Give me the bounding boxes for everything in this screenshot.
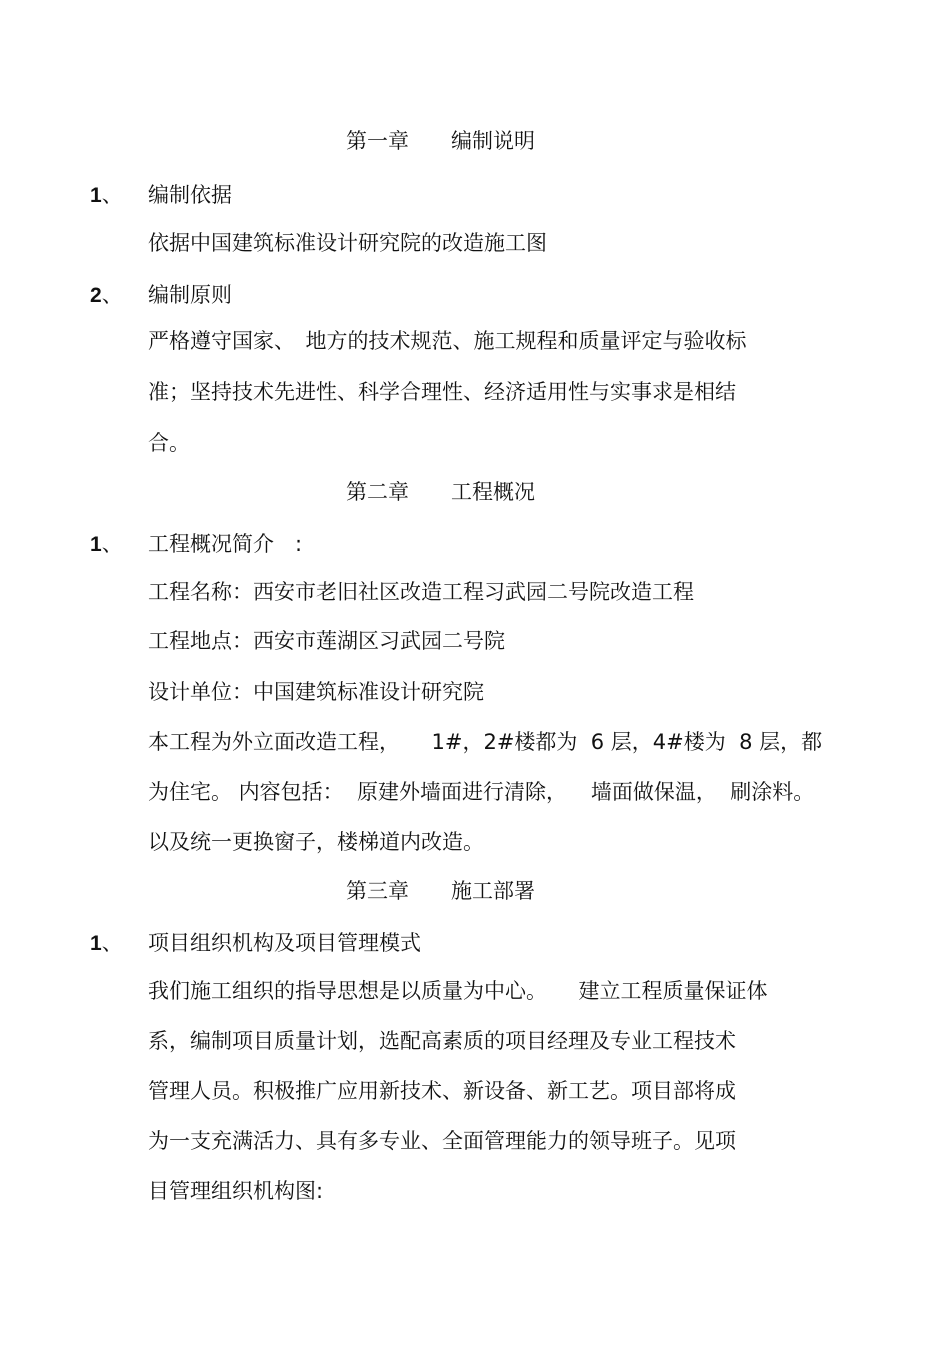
overview-line: 工程地点：西安市莲湖区习武园二号院 [148,629,505,653]
chapter-1-title: 第一章 编制说明 [346,129,535,153]
overview-line: 工程名称：西安市老旧社区改造工程习武园二号院改造工程 [148,580,694,604]
item-number: 1、 [90,532,123,556]
chapter-3-title: 第三章 施工部署 [346,879,535,903]
item-number: 1、 [90,931,123,955]
overview-line: 设计单位：中国建筑标准设计研究院 [148,680,484,704]
item-title-principle: 编制原则 [148,283,232,307]
overview-line: 以及统一更换窗子，楼梯道内改造。 [148,830,484,854]
chapter-2-title: 第二章 工程概况 [346,480,535,504]
deployment-line: 目管理组织机构图: [148,1179,324,1203]
item-title-organization: 项目组织机构及项目管理模式 [148,931,421,955]
deployment-line: 我们施工组织的指导思想是以质量为中心。 建立工程质量保证体 [148,979,768,1003]
item-number: 1、 [90,183,123,207]
item-title-basis: 编制依据 [148,183,232,207]
deployment-line: 系，编制项目质量计划，选配高素质的项目经理及专业工程技术 [148,1029,736,1053]
item-title-overview: 工程概况简介 : [148,532,303,556]
overview-line: 为住宅。 内容包括： 原建外墙面进行清除， 墙面做保温， 刷涂料。 [148,780,815,804]
deployment-line: 为一支充满活力、具有多专业、全面管理能力的领导班子。见项 [148,1129,736,1153]
overview-line: 本工程为外立面改造工程， 1#，2#楼都为 6 层，4#楼为 8 层，都 [148,730,823,754]
principle-line: 准；坚持技术先进性、科学合理性、经济适用性与实事求是相结 [148,380,736,404]
principle-line: 合。 [148,431,190,455]
deployment-line: 管理人员。积极推广应用新技术、新设备、新工艺。项目部将成 [148,1079,736,1103]
basis-text: 依据中国建筑标准设计研究院的改造施工图 [148,231,547,255]
principle-line: 严格遵守国家、 地方的技术规范、施工规程和质量评定与验收标 [148,329,747,353]
item-number: 2、 [90,283,123,307]
